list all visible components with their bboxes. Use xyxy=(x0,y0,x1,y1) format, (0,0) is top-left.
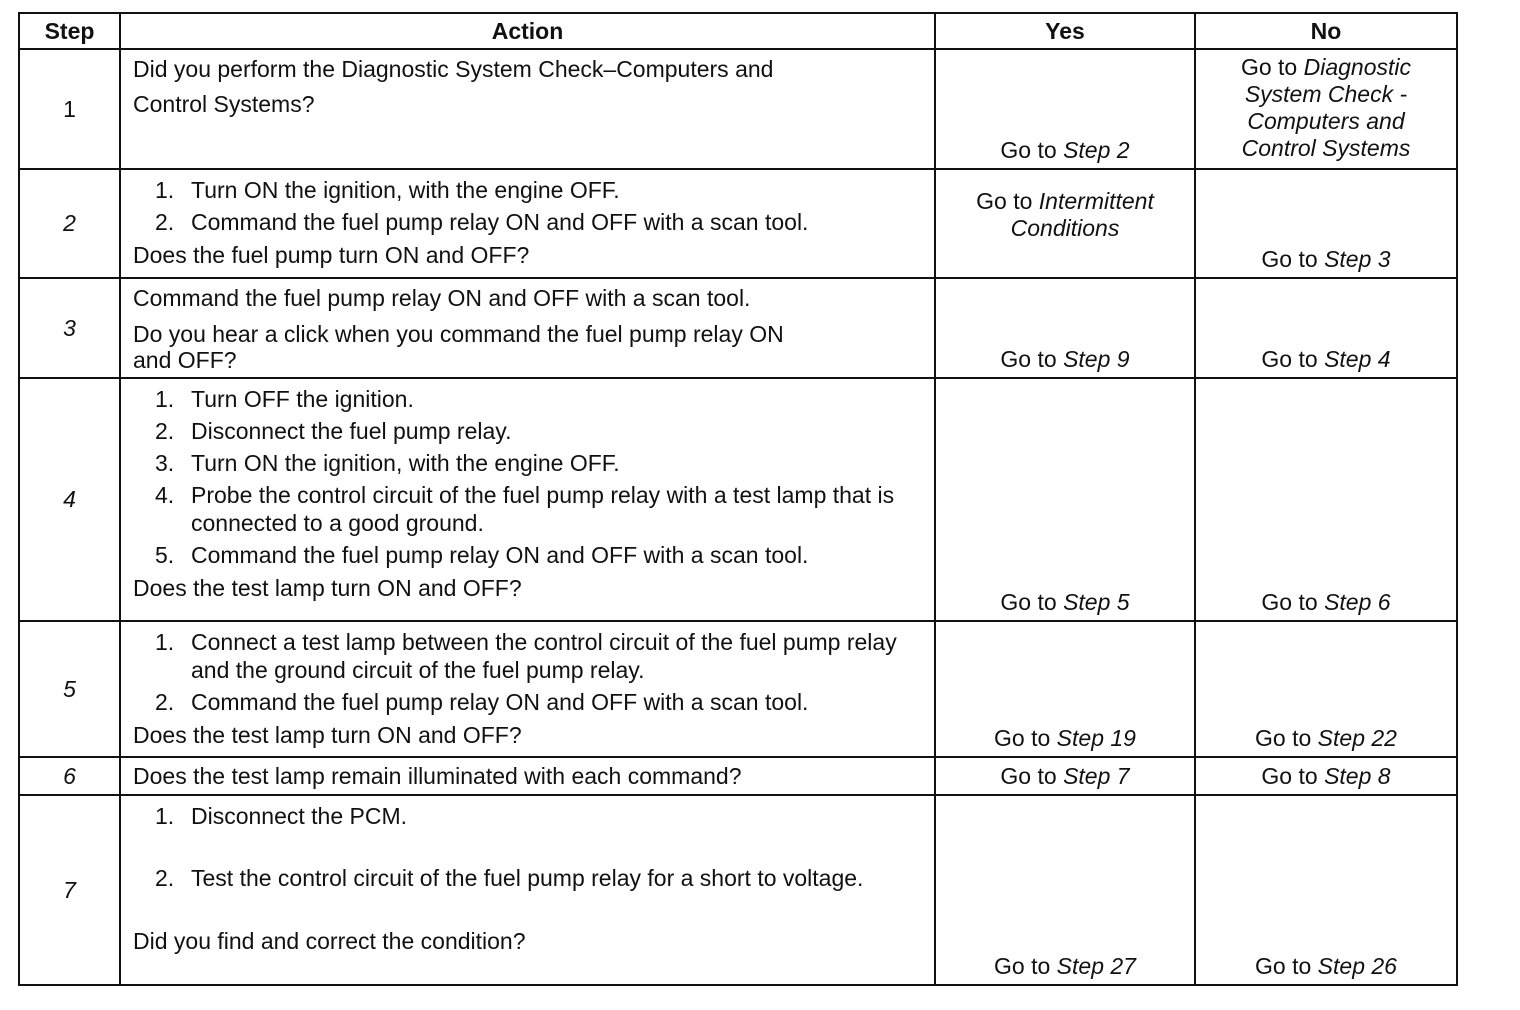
yes-link[interactable]: Step 2 xyxy=(1063,137,1130,163)
action-cell xyxy=(120,795,935,985)
action-item: 3. Turn ON the ignition, with the engine OFF. xyxy=(155,450,620,476)
yes-cell xyxy=(935,49,1195,169)
action-text: Control Systems? xyxy=(133,91,315,117)
yes-cell xyxy=(935,278,1195,378)
action-cell xyxy=(120,169,935,278)
step-number: 1 xyxy=(63,95,76,122)
yes-cell xyxy=(935,795,1195,985)
action-item: 4. Probe the control circuit of the fuel pump relay with a test lamp that is connected to a good ground. xyxy=(155,482,895,536)
no-cell xyxy=(1195,378,1457,621)
yes-link[interactable]: Step 27 xyxy=(1056,953,1136,979)
no-link[interactable]: Step 26 xyxy=(1317,953,1397,979)
yes-cell xyxy=(935,169,1195,278)
no-prefix: Go to xyxy=(1255,953,1318,979)
yes-cell xyxy=(935,378,1195,621)
step-number: 3 xyxy=(63,314,76,341)
yes-prefix: Go to xyxy=(976,188,1039,214)
no-link[interactable]: Computers and xyxy=(1247,108,1405,134)
header-row xyxy=(19,13,1457,49)
step-number: 2 xyxy=(63,210,76,236)
table-row xyxy=(19,49,1457,169)
yes-prefix: Go to xyxy=(1000,346,1064,372)
header-action: Action xyxy=(120,13,935,49)
no-cell xyxy=(1195,757,1457,795)
header-yes: Yes xyxy=(935,13,1195,49)
action-question: Does the test lamp remain illuminated with each command? xyxy=(133,763,742,789)
no-link[interactable]: Control Systems xyxy=(1241,135,1411,161)
header-step: Step xyxy=(19,13,120,49)
action-item: 2. Command the fuel pump relay ON and OFF with a scan tool. xyxy=(155,209,809,235)
yes-prefix: Go to xyxy=(1000,589,1064,615)
action-item: 2. Test the control circuit of the fuel pump relay for a short to voltage. xyxy=(155,865,864,891)
yes-link[interactable]: Conditions xyxy=(1010,215,1120,241)
action-item: 1. Disconnect the PCM. xyxy=(155,803,408,829)
yes-link[interactable]: Step 9 xyxy=(1063,346,1130,372)
action-question: Does the test lamp turn ON and OFF? xyxy=(133,575,522,601)
yes-cell xyxy=(935,757,1195,795)
no-cell xyxy=(1195,49,1457,169)
no-cell xyxy=(1195,169,1457,278)
step-number: 6 xyxy=(63,762,76,789)
no-prefix: Go to xyxy=(1261,246,1325,272)
action-text: Do you hear a click when you command the fuel pump relay ON xyxy=(133,321,784,347)
no-link[interactable]: Step 3 xyxy=(1324,246,1391,272)
yes-link[interactable]: Intermittent xyxy=(1038,188,1154,214)
no-prefix: Go to xyxy=(1240,54,1304,80)
diagnostic-table xyxy=(18,12,1458,986)
action-item: 1. Turn ON the ignition, with the engine OFF. xyxy=(155,177,620,203)
header-no: No xyxy=(1195,13,1457,49)
table-row xyxy=(19,621,1457,757)
action-text: and OFF? xyxy=(133,347,237,373)
no-prefix: Go to xyxy=(1255,725,1318,751)
yes-prefix: Go to xyxy=(1000,137,1064,163)
yes-link[interactable]: Step 7 xyxy=(1063,762,1130,789)
no-prefix: Go to xyxy=(1261,762,1325,789)
step-number: 4 xyxy=(63,486,76,512)
table-row xyxy=(19,757,1457,795)
table-row xyxy=(19,169,1457,278)
yes-prefix: Go to xyxy=(994,725,1057,751)
action-cell xyxy=(120,278,935,378)
no-cell xyxy=(1195,278,1457,378)
action-item: 2. Command the fuel pump relay ON and OFF with a scan tool. xyxy=(155,689,809,715)
no-link[interactable]: System Check - xyxy=(1244,81,1408,107)
no-link[interactable]: Step 4 xyxy=(1324,346,1391,372)
table-row xyxy=(19,795,1457,985)
step-number: 7 xyxy=(63,876,76,903)
action-item: 1. Connect a test lamp between the control circuit of the fuel pump relay and the ground circuit of the fuel pump relay. xyxy=(155,629,897,683)
yes-prefix: Go to xyxy=(994,953,1057,979)
no-cell xyxy=(1195,795,1457,985)
action-cell xyxy=(120,49,935,169)
action-question: Does the fuel pump turn ON and OFF? xyxy=(133,242,530,268)
table-row xyxy=(19,278,1457,378)
action-question: Did you find and correct the condition? xyxy=(133,928,526,954)
action-item: 1. Turn OFF the ignition. xyxy=(155,386,414,412)
action-cell xyxy=(120,757,935,795)
no-link[interactable]: Diagnostic xyxy=(1303,54,1412,80)
yes-link[interactable]: Step 5 xyxy=(1063,589,1130,615)
action-item: 5. Command the fuel pump relay ON and OFF with a scan tool. xyxy=(155,542,809,568)
action-cell xyxy=(120,621,935,757)
yes-link[interactable]: Step 19 xyxy=(1056,725,1136,751)
action-text: Did you perform the Diagnostic System Check–Computers and xyxy=(133,56,774,82)
yes-prefix: Go to xyxy=(1000,762,1064,789)
no-link[interactable]: Step 22 xyxy=(1317,725,1397,751)
action-question: Does the test lamp turn ON and OFF? xyxy=(133,722,522,748)
yes-cell xyxy=(935,621,1195,757)
action-text: Command the fuel pump relay ON and OFF with a scan tool. xyxy=(133,285,751,311)
no-link[interactable]: Step 6 xyxy=(1324,589,1391,615)
no-prefix: Go to xyxy=(1261,346,1325,372)
no-prefix: Go to xyxy=(1261,589,1325,615)
table-row xyxy=(19,378,1457,621)
no-link[interactable]: Step 8 xyxy=(1324,762,1391,789)
step-number: 5 xyxy=(63,675,76,702)
no-cell xyxy=(1195,621,1457,757)
action-item: 2. Disconnect the fuel pump relay. xyxy=(155,418,512,444)
action-cell xyxy=(120,378,935,621)
